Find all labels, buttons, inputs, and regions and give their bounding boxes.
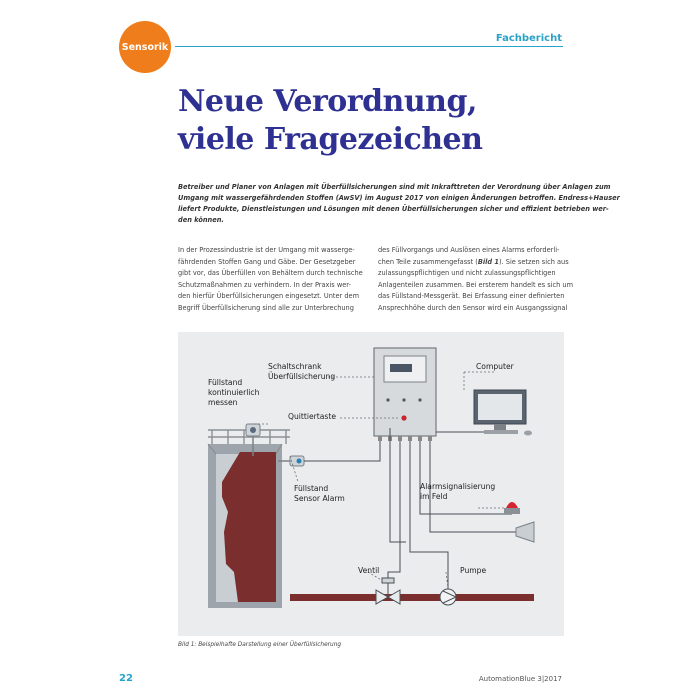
lead-line: Betreiber und Planer von Anlagen mit Überfüllsicherungen sind mit Inkrafttreten der Verordnung über Anlagen zum xyxy=(178,183,611,191)
page-number: 22 xyxy=(119,673,133,684)
alarm-horn xyxy=(516,522,534,542)
lead-line: Umgang mit wassergefährdenden Stoffen (AwSV) im August 2017 von einigen Änderungen betroffen. Endress+Hauser xyxy=(178,194,620,202)
label-control-cabinet xyxy=(268,362,335,382)
body-line: Ansprechhöhe durch den Sensor wird ein Ausgangssignal xyxy=(378,303,568,312)
label-line: Füllstand xyxy=(208,378,243,387)
label-level-continuous xyxy=(208,378,259,408)
lead-line: den können. xyxy=(178,216,224,224)
label-line: Alarmsignalisierung xyxy=(420,482,496,491)
label-line: messen xyxy=(208,398,238,407)
body-line: Begriff Überfüllsicherung sind alle zur Unterbrechung xyxy=(178,303,354,312)
control-cabinet xyxy=(374,348,436,436)
label-computer: Computer xyxy=(476,362,514,371)
body-line: In der Prozessindustrie ist der Umgang mit wasserge- xyxy=(178,246,355,254)
overfill-diagram xyxy=(178,332,564,636)
body-line: gibt vor, das Überfüllen von Behältern durch technische xyxy=(178,269,363,277)
label-acknowledge-button: Quittiertaste xyxy=(288,412,336,421)
body-line: zulassungspflichtigen und nicht zulassungspflichtigen xyxy=(378,269,556,277)
pump xyxy=(440,589,456,605)
label-line: Schaltschrank xyxy=(268,362,322,371)
footer-issue: AutomationBlue 3|2017 xyxy=(478,675,562,683)
label-level-sensor-alarm xyxy=(294,484,345,504)
section-label: Fachbericht xyxy=(495,33,562,44)
article-title xyxy=(178,83,578,159)
body-line: des Füllvorgangs und Auslösen eines Alarms erforderli- xyxy=(378,246,560,254)
section-badge: Sensorik xyxy=(119,21,171,73)
cabinet-terminals xyxy=(378,436,432,441)
body-line: den hierfür Überfüllsicherungen eingesetzt. Unter dem xyxy=(178,292,360,300)
body-line-with-ref xyxy=(378,257,569,269)
figure-reference: Bild 1 xyxy=(477,257,499,266)
label-line: Füllstand xyxy=(294,484,329,493)
label-valve: Ventil xyxy=(358,566,380,575)
label-line: im Feld xyxy=(420,492,448,501)
label-line: Überfüllsicherung xyxy=(268,372,336,381)
body-line: Anlagenteilen zusammen. Bei ersterem handelt es sich um xyxy=(378,280,574,289)
body-column-right xyxy=(378,245,574,314)
label-line: kontinuierlich xyxy=(208,388,260,397)
tank xyxy=(208,444,282,608)
title-line-2: viele Fragezeichen xyxy=(178,122,483,157)
body-line: Schutzmaßnahmen zu verhindern. In der Praxis wer- xyxy=(178,280,351,289)
title-line-1: Neue Verordnung, xyxy=(178,84,477,119)
alarm-beacon xyxy=(504,502,520,514)
pipe xyxy=(290,594,534,601)
computer xyxy=(474,390,532,436)
header-rule xyxy=(175,46,563,47)
body-text: ). Sie setzen sich aus xyxy=(499,257,569,266)
body-line: fährdenden Stoffen Gang und Gäbe. Der Gesetzgeber xyxy=(178,257,356,266)
label-line: Sensor Alarm xyxy=(294,494,345,503)
lead-line: liefert Produkte, Dienstleistungen und Lösungen mit denen Überfüllsicherungen sicher und effizient betrieben wer- xyxy=(178,205,609,213)
figure-caption: Bild 1: Beispielhafte Darstellung einer Überfüllsicherung xyxy=(178,642,342,648)
label-pump: Pumpe xyxy=(460,566,487,575)
label-field-alarm xyxy=(420,482,495,502)
body-column-left xyxy=(178,245,366,314)
body-text: chen Teile zusammengefasst ( xyxy=(378,257,478,266)
body-line: das Füllstand-Messgerät. Bei Erfassung einer definierten xyxy=(378,292,565,300)
lead-paragraph xyxy=(178,182,620,226)
